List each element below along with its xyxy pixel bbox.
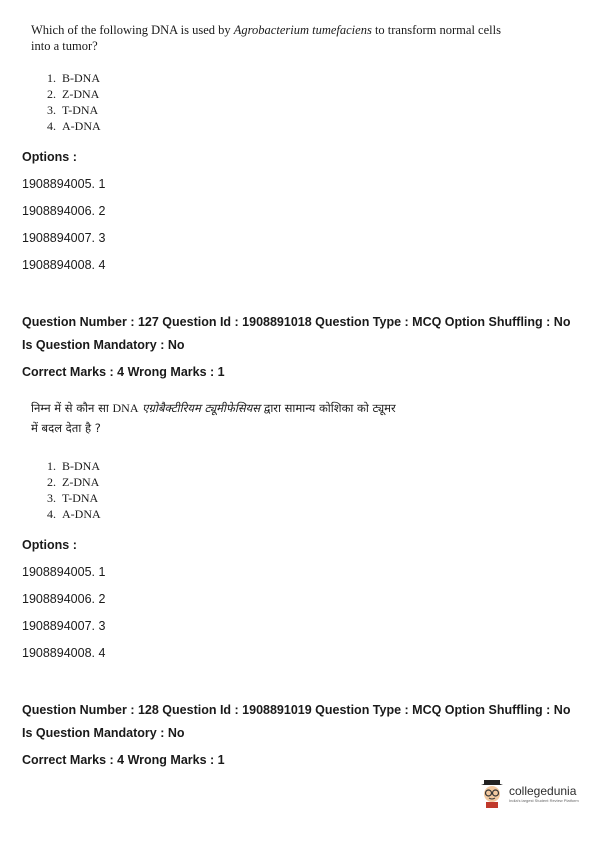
choice-item: 2. Z-DNA: [47, 87, 100, 101]
choice-item: 1. B-DNA: [47, 71, 100, 85]
logo-wordmark: collegedunia: [509, 783, 577, 798]
question-text-part: Which of the following DNA is used by: [31, 23, 234, 37]
question-text-hindi: निम्न में से कौन सा DNA एग्रोबैक्टीरियम ट्यूमीफेसियस द्वारा सामान्य कोशिका को ट्यूमर में बदल देता है ?: [31, 401, 396, 435]
question-mandatory: Is Question Mandatory : No: [22, 726, 185, 740]
species-name: Agrobacterium tumefaciens: [233, 23, 372, 37]
option-code: 1908894006. 2: [22, 204, 106, 218]
question-marks: Correct Marks : 4 Wrong Marks : 1: [22, 365, 225, 379]
option-code: 1908894005. 1: [22, 177, 106, 191]
option-code: 1908894005. 1: [22, 565, 106, 579]
choice-item: 1. B-DNA: [47, 459, 100, 473]
choice-item: 4. A-DNA: [47, 507, 101, 521]
choice-item: 4. A-DNA: [47, 119, 101, 133]
mascot-icon: [478, 778, 506, 808]
question-marks: Correct Marks : 4 Wrong Marks : 1: [22, 753, 225, 767]
logo-tagline: India's largest Student Review Platform: [509, 797, 579, 803]
question-header: Question Number : 128 Question Id : 1908891019 Question Type : MCQ Option Shuffling : No: [22, 703, 571, 717]
options-label: Options :: [22, 538, 77, 552]
choice-item: 2. Z-DNA: [47, 475, 100, 489]
question-text-part: to transform normal cells: [371, 23, 501, 37]
question-text-line2: into a tumor?: [31, 39, 98, 53]
option-code: 1908894008. 4: [22, 258, 106, 272]
option-code: 1908894007. 3: [22, 231, 106, 245]
option-code: 1908894006. 2: [22, 592, 106, 606]
question-text: [31, 22, 571, 54]
question-text-line2: में बदल देता है ?: [31, 421, 101, 435]
choice-list: [47, 70, 101, 134]
choice-list: [47, 458, 101, 522]
options-label: Options :: [22, 150, 77, 164]
collegedunia-logo: [478, 778, 579, 808]
question-mandatory: Is Question Mandatory : No: [22, 338, 185, 352]
option-code: 1908894008. 4: [22, 646, 106, 660]
option-code: 1908894007. 3: [22, 619, 106, 633]
choice-item: 3. T-DNA: [47, 491, 99, 505]
choice-item: 3. T-DNA: [47, 103, 99, 117]
question-header: Question Number : 127 Question Id : 1908891018 Question Type : MCQ Option Shuffling : No: [22, 315, 571, 329]
